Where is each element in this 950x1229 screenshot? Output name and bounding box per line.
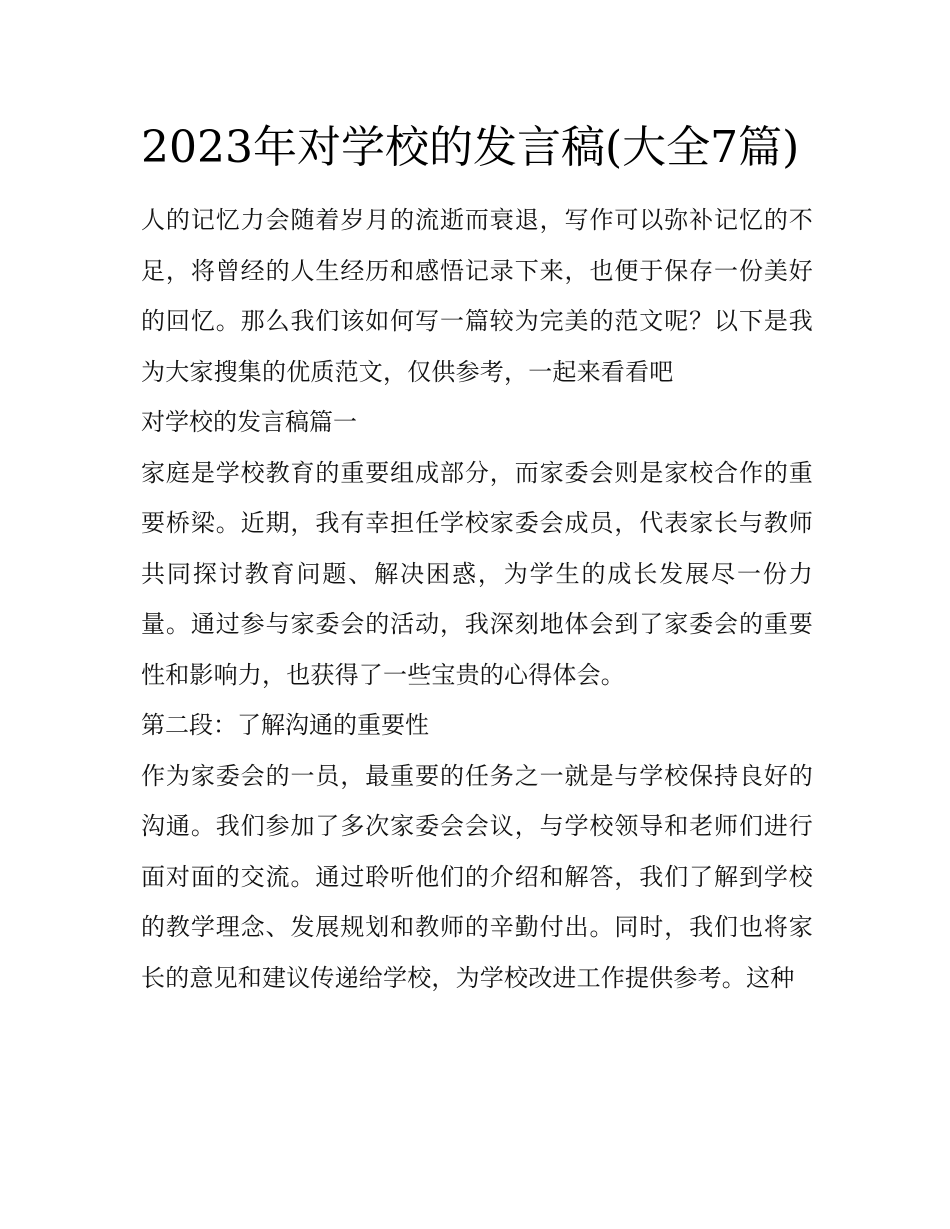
document-title: 2023年对学校的发言稿(大全7篇) (141, 122, 800, 173)
body-paragraph-1: 家庭是学校教育的重要组成部分，而家委会则是家校合作的重要桥梁。近期，我有幸担任学校家委会成员，代表家长与教师共同探讨教育问题、解决困惑，为学生的成长发展尽一份力量。通过参与家委会的活动，我深刻地体会到了家委会的重要性和影响力，也获得了一些宝贵的心得体会。 (141, 458, 813, 689)
body-paragraph-2: 作为家委会的一员，最重要的任务之一就是与学校保持良好的沟通。我们参加了多次家委会会议，与学校领导和老师们进行面对面的交流。通过聆听他们的介绍和解答，我们了解到学校的教学理念、发展规划和教师的辛勤付出。同时，我们也将家长的意见和建议传递给学校，为学校改进工作提供参考。这种 (141, 761, 813, 992)
section-heading-part-one: 对学校的发言稿篇一 (141, 408, 357, 436)
section-heading-part-two: 第二段：了解沟通的重要性 (141, 711, 429, 739)
intro-paragraph: 人的记忆力会随着岁月的流逝而衰退，写作可以弥补记忆的不足，将曾经的人生经历和感悟记录下来，也便于保存一份美好的回忆。那么我们该如何写一篇较为完美的范文呢？以下是我为大家搜集的优质范文，仅供参考，一起来看看吧 (141, 206, 813, 386)
document-body (141, 115, 813, 1003)
